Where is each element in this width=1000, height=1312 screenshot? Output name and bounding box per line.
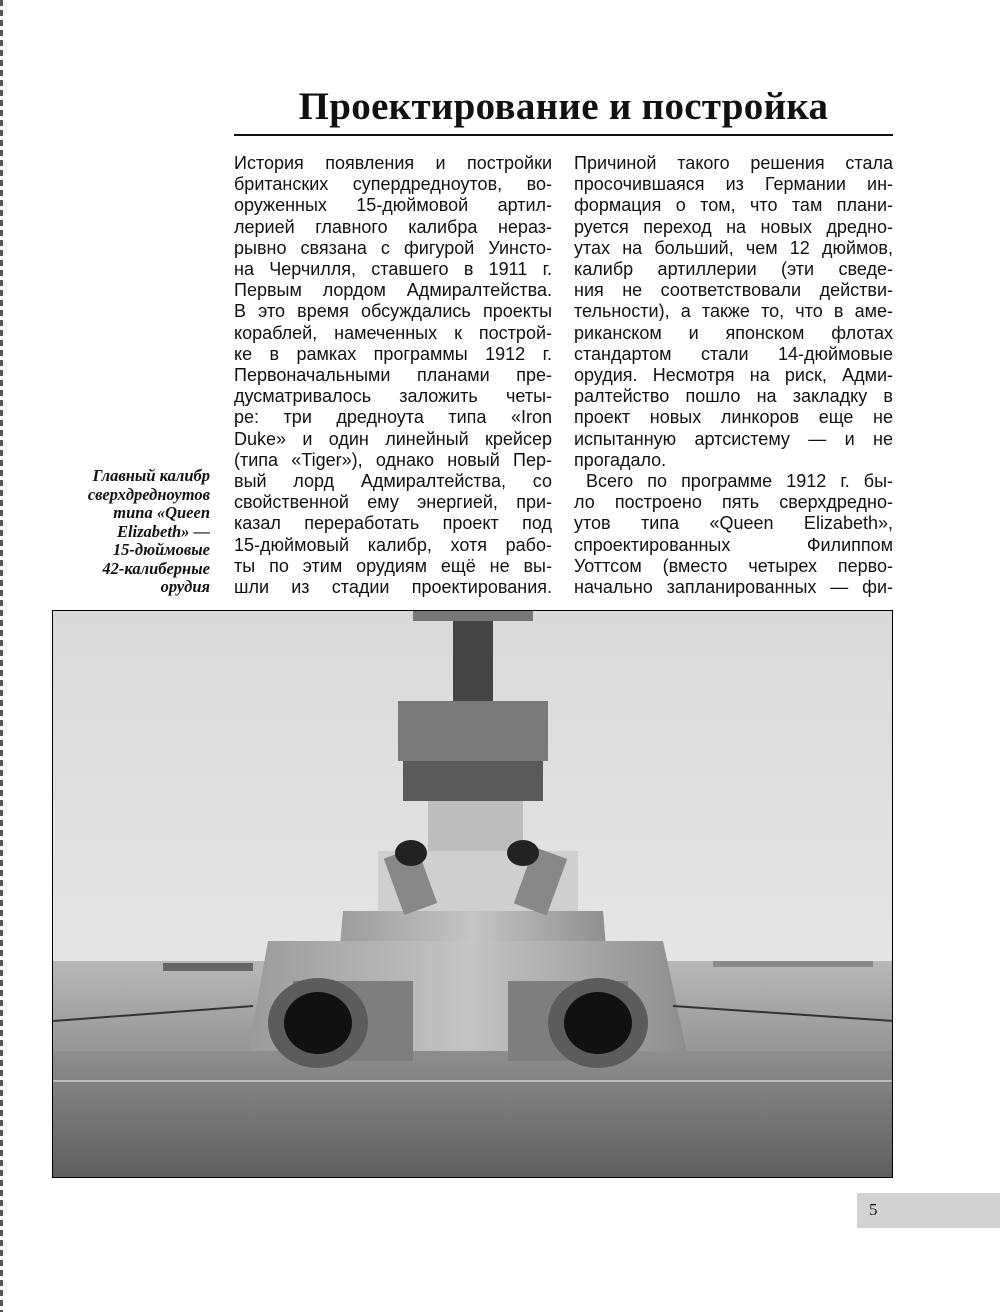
text-line: орудия. Несмотря на риск, Адми-	[574, 365, 893, 386]
text-line: свойственной ему энергией, при-	[234, 492, 552, 513]
text-line: вый лорд Адмиралтейства, со	[234, 471, 552, 492]
text-line: ло построено пять сверхдредно-	[574, 492, 893, 513]
text-line: казал переработать проект под	[234, 513, 552, 534]
text-line: риканском и японском флотах	[574, 322, 893, 343]
text-line: лерией главного калибра нераз-	[234, 216, 552, 237]
text-line: Причиной такого решения стала	[574, 153, 893, 173]
photo-caption	[40, 467, 210, 597]
battleship-photo-image	[53, 611, 893, 1178]
caption-line: 15-дюймовые	[112, 540, 210, 559]
text-line: Всего по программе 1912 г. бы-	[586, 471, 893, 492]
text-line: 15-дюймовый калибр, хотя рабо-	[234, 534, 552, 555]
text-line: оруженных 15-дюймовой артил-	[234, 195, 552, 216]
text-line: испытанную артсистему — и не	[574, 428, 893, 449]
text-line: В это время обсуждались проекты	[234, 301, 552, 322]
text-line: Первоначальными планами пре-	[234, 365, 552, 386]
text-line: (типа «Tiger»), однако новый Пер-	[234, 449, 552, 470]
caption-line: Главный калибр	[92, 466, 210, 485]
text-line: утах на больший, чем 12 дюймов,	[574, 237, 893, 258]
text-line: дусматривалось заложить четы-	[234, 386, 552, 407]
text-line: формация о том, что там плани-	[574, 195, 893, 216]
text-line: кораблей, намеченных к построй-	[234, 322, 552, 343]
caption-line: сверхдредноутов	[87, 484, 210, 504]
text-line: просочившаяся из Германии ин-	[574, 174, 893, 195]
page-number-box	[857, 1193, 1000, 1228]
text-line: ния не соответствовали действи-	[574, 280, 893, 301]
text-line: на Черчилля, ставшего в 1911 г.	[234, 259, 552, 280]
text-line: спроектированных Филиппом	[574, 534, 893, 555]
text-line: Первым лордом Адмиралтейства.	[234, 280, 552, 301]
title-rule	[234, 134, 893, 136]
text-line: ре: три дредноута типа «Iron	[234, 407, 552, 428]
text-line: ралтейство пошло на закладку в	[574, 386, 893, 407]
page-edge-marks	[0, 0, 3, 1312]
text-line: проект новых линкоров еще не	[574, 407, 893, 428]
text-line: руется переход на новых дредно-	[574, 216, 893, 237]
caption-line: Elizabeth» —	[116, 521, 210, 541]
text-line: прогадало.	[574, 449, 667, 470]
page-number: 5	[869, 1200, 878, 1219]
text-line: рывно связана с фигурой Уинсто-	[234, 237, 552, 258]
text-line: ты по этим орудиям ещё не вы-	[234, 555, 552, 576]
text-line: утов типа «Queen Elizabeth»,	[574, 513, 893, 534]
text-line: История появления и постройки	[234, 153, 552, 173]
text-line: Duke» и один линейный крейсер	[234, 428, 552, 449]
text-line: начально запланированных — фи-	[574, 577, 893, 598]
text-line: британских супердредноутов, во-	[234, 174, 552, 195]
caption-line: типа «Queen	[113, 503, 210, 522]
text-column-left	[234, 153, 552, 598]
battleship-photo	[52, 610, 893, 1178]
caption-line: 42-калиберные	[102, 558, 210, 578]
text-column-right	[574, 153, 893, 598]
text-line: Уоттсом (вместо четырех перво-	[574, 555, 893, 576]
text-line: шли из стадии проектирования.	[234, 577, 552, 598]
caption-line: орудия	[160, 577, 210, 596]
text-line: ке в рамках программы 1912 г.	[234, 343, 552, 364]
text-line: стандартом стали 14-дюймовые	[574, 343, 893, 364]
text-line: калибр артиллерии (эти сведе-	[574, 259, 893, 280]
page-title: Проектирование и постройка	[298, 85, 829, 128]
text-line: тельности), а также то, что в аме-	[574, 301, 893, 322]
